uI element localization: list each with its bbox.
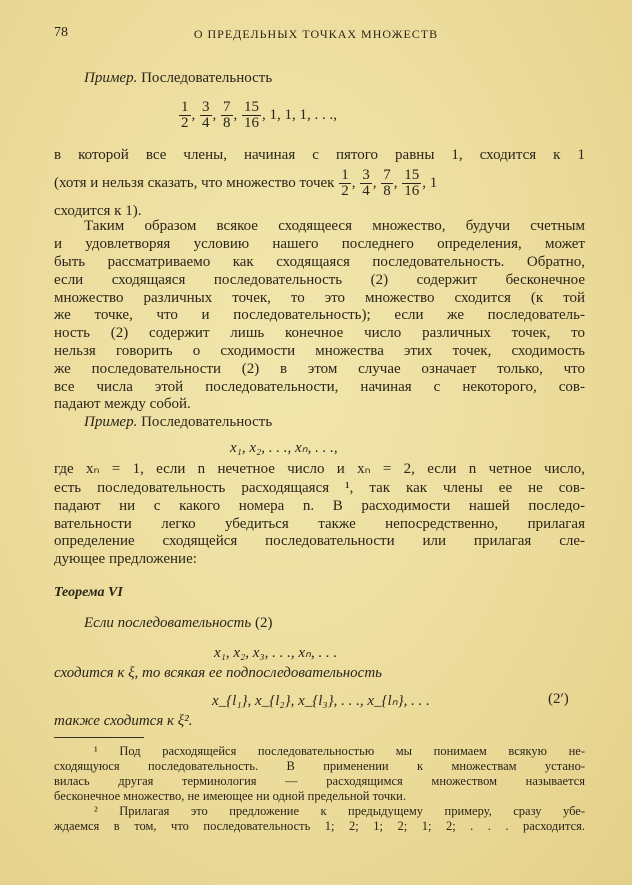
theorem-line: также сходится к ξ². (54, 713, 193, 729)
text-fragment: (хотя и нельзя сказать, что множество точек (54, 174, 335, 191)
subsequence-formula: x_{l₁}, x_{l₂}, x_{l₃}, . . ., x_{lₙ}, . . . (212, 693, 430, 709)
text-line: падают ни с какого номера n. В расходимости нашей последо- (54, 498, 585, 514)
footnote-line: ¹ Под расходящейся последовательностью мы понимаем всякую не- (94, 744, 585, 758)
footnote-line: ждаемся в том, что последовательность 1; 2; 1; 2; 1; 2; . . . расходится. (54, 819, 585, 833)
text-line: если сходящаяся последовательность (2) содержит бесконечное (54, 272, 585, 288)
fraction: $\frac{1}{2}$ (181, 99, 189, 131)
text-fragment: 1 (429, 174, 438, 191)
text-line: определение сходящейся последовательности или прилагая сле- (54, 533, 585, 549)
fraction: $\frac{7}{8}$ (223, 99, 231, 131)
footnote-line: ² Прилагая это предложение к предыдущему примеру, сразу убе- (94, 804, 585, 818)
text-line: Таким образом всякое сходящееся множество, будучи счетным (84, 218, 585, 234)
example-label: Пример. (84, 414, 138, 430)
fraction: $\frac{15}{16}$ (244, 99, 259, 131)
theorem-line (84, 615, 615, 631)
text-line: быть рассматриваемо как сходящаяся последовательность. Обратно, (54, 254, 585, 270)
example2-heading (84, 414, 615, 430)
text-line: нельзя говорить о сходимости множества этих точек, сходимость (54, 343, 585, 359)
text-line: же последовательности (2) в этом случае означает только, что (54, 361, 585, 377)
text-line: в которой все члены, начиная с пятого равны 1, сходится к 1 (54, 147, 585, 163)
text-line: же точке, что и последовательность); если же последователь- (54, 307, 585, 323)
equation-number: (2′) (548, 691, 569, 707)
text-line: есть последовательность расходящаяся ¹, так как члены ее не сов- (54, 480, 585, 496)
sequence-formula: x₁, x₂, x₃, . . ., xₙ, . . . (214, 645, 338, 661)
theorem-title: Теорема VI (54, 585, 123, 600)
sequence-formula: x₁, x₂, . . ., xₙ, . . ., (230, 440, 338, 456)
fraction: $\frac{3}{4}$ (202, 99, 210, 131)
footnote-line: сходящуюся последовательность. В применении к множествам устано- (54, 759, 585, 773)
equation-ref: (2) (254, 615, 273, 631)
text-line: вательности легко убедиться также непосредственно, прилагая (54, 516, 585, 532)
fraction: $\frac{15}{16}$ (404, 167, 420, 199)
footnote-line: бесконечное множество, не имеющее ни одной предельной точки. (54, 789, 406, 803)
text-line: все числа этой последовательности, начиная с некоторого, сов- (54, 379, 585, 395)
footnote-line: вилась другая терминология — расходящимся множеством называется (54, 774, 585, 788)
fraction-sequence: $\frac{1}{2}$ , $\frac{3}{4}$ , $\frac{7}{8}$ , $\frac{15}{16}$ , 1, 1, 1, . . ., (181, 99, 337, 131)
text-line: (хотя и нельзя сказать, что множество точек $\frac{1}{2}$ , $\frac{3}{4}$ , $\frac{7}{8}$ , $\frac{15}{16}$ , 1 (54, 167, 438, 199)
fraction: $\frac{3}{4}$ (362, 167, 370, 199)
example-intro: Последовательность (141, 70, 273, 86)
example1-heading (84, 70, 615, 86)
text-line: сходится к 1). (54, 203, 142, 219)
theorem-line: сходится к ξ, то всякая ее подпоследовательность (54, 665, 382, 681)
page-number: 78 (54, 25, 68, 40)
footnote-divider (54, 737, 144, 738)
text-line: где xₙ = 1, если n нечетное число и xₙ = 2, если n четное число, (54, 461, 585, 477)
text-line: дующее предложение: (54, 551, 197, 567)
example-intro: Последовательность (141, 414, 273, 430)
example-label: Пример. (84, 70, 138, 86)
running-title: О ПРЕДЕЛЬНЫХ ТОЧКАХ МНОЖЕСТВ (193, 27, 439, 41)
text-line: падают между собой. (54, 396, 191, 412)
text-line: ность (2) содержит лишь конечное число различных точек, то (54, 325, 585, 341)
text-line: и удовлетворяя условию нашего последнего определения, может (54, 236, 585, 252)
sequence-tail: 1, 1, 1, . . ., (269, 106, 337, 123)
text-fragment: Если последовательность (84, 615, 252, 631)
fraction: $\frac{7}{8}$ (383, 167, 391, 199)
text-line: множество различных точек, то это множество сходится (к той (54, 290, 585, 306)
fraction: $\frac{1}{2}$ (341, 167, 349, 199)
